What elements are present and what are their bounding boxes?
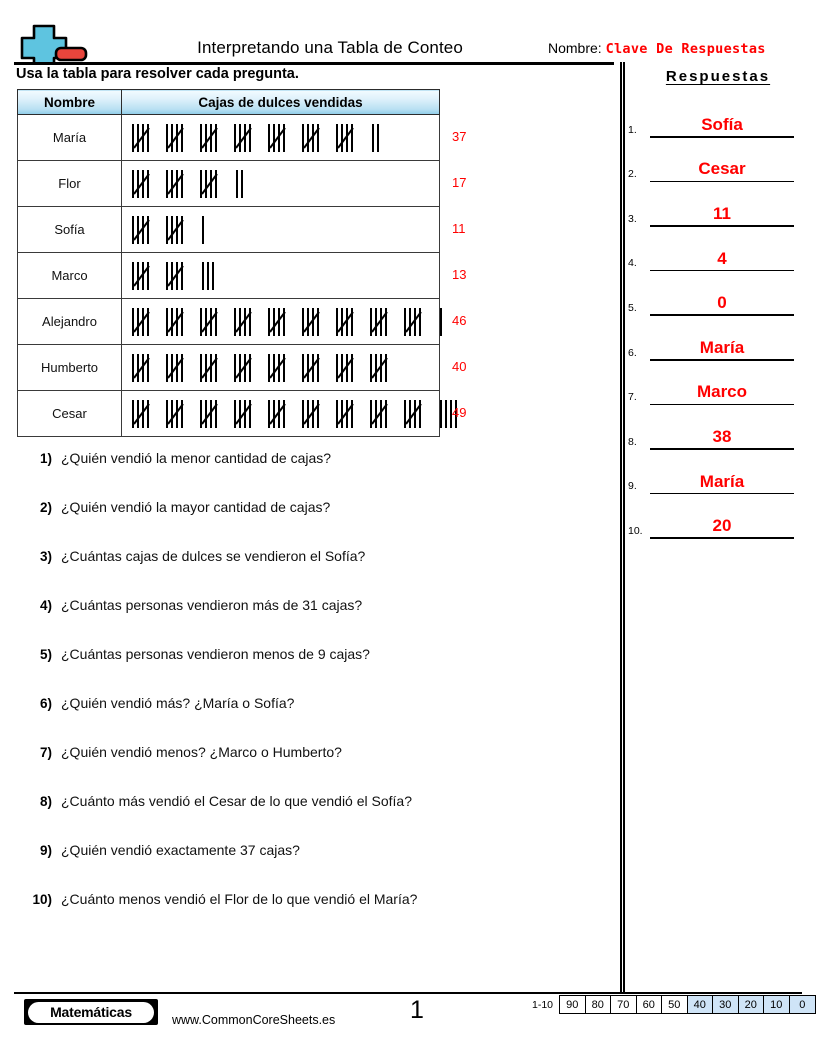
vertical-divider xyxy=(620,62,625,992)
answer-value: Marco xyxy=(696,382,748,402)
tally-marks xyxy=(132,305,438,339)
tally-single-mark xyxy=(236,170,238,198)
tally-singles xyxy=(440,308,445,336)
question-text: ¿Quién vendió la menor cantidad de cajas? xyxy=(61,450,332,466)
answer-number: 7. xyxy=(628,391,637,404)
tally-marks xyxy=(132,259,438,293)
tally-group-of-five xyxy=(166,308,192,336)
tally-single-mark xyxy=(202,262,204,290)
question-text: ¿Cuánto menos vendió el Flor de lo que vendió el María? xyxy=(61,891,418,907)
divider-line-left xyxy=(620,62,622,992)
row-total-value: 17 xyxy=(452,175,467,190)
page-title: Interpretando una Tabla de Conteo xyxy=(197,38,463,57)
answer-number: 1. xyxy=(628,123,637,136)
tally-group-of-five xyxy=(200,354,226,382)
score-scale-cell: 90 xyxy=(560,996,586,1013)
answer-row xyxy=(628,316,808,361)
score-scale-cell: 40 xyxy=(688,996,714,1013)
name-value: Clave De Respuestas xyxy=(605,41,766,57)
cell-tally-marks xyxy=(122,391,440,437)
question-text: ¿Quién vendió exactamente 37 cajas? xyxy=(61,842,300,858)
question-number: 1) xyxy=(39,451,52,466)
tally-group-of-five xyxy=(268,124,294,152)
tally-single-mark xyxy=(241,170,243,198)
answer-value: 38 xyxy=(712,426,732,446)
brand-text: Matemáticas xyxy=(50,1004,132,1020)
answer-number: 10. xyxy=(628,524,643,537)
tally-group-of-five xyxy=(200,400,226,428)
cell-person-name: María xyxy=(18,115,122,161)
tally-group-of-five xyxy=(370,308,396,336)
tally-marks xyxy=(132,121,438,155)
question-number: 5) xyxy=(39,647,52,662)
tally-group-of-five xyxy=(336,354,362,382)
question-number: 10) xyxy=(32,892,52,907)
answer-row xyxy=(628,182,808,227)
tally-group-of-five xyxy=(132,170,158,198)
cell-person-name: Flor xyxy=(18,161,122,207)
tally-group-of-five xyxy=(200,308,226,336)
cell-tally-marks xyxy=(122,161,440,207)
question-item xyxy=(20,597,600,646)
tally-group-of-five xyxy=(132,262,158,290)
tally-group-of-five xyxy=(336,124,362,152)
tally-group-of-five xyxy=(132,124,158,152)
tally-group-of-five xyxy=(370,354,396,382)
score-scale-cell: 70 xyxy=(611,996,637,1013)
tally-group-of-five xyxy=(302,400,328,428)
cell-person-name: Humberto xyxy=(18,345,122,391)
table-row xyxy=(18,299,440,345)
cell-person-name: Alejandro xyxy=(18,299,122,345)
answer-key-title: Respuestas xyxy=(665,68,771,85)
tally-group-of-five xyxy=(268,354,294,382)
table-header-row xyxy=(18,90,440,115)
site-url: www.CommonCoreSheets.es xyxy=(172,1013,336,1027)
header-divider-rule xyxy=(14,62,614,65)
question-number: 3) xyxy=(39,549,52,564)
tally-group-of-five xyxy=(268,400,294,428)
question-item xyxy=(20,744,600,793)
answer-value: 4 xyxy=(717,248,727,268)
tally-group-of-five xyxy=(166,170,192,198)
question-text: ¿Cuántas cajas de dulces se vendieron el Sofía? xyxy=(61,548,366,564)
row-total-value: 13 xyxy=(452,267,467,282)
tally-group-of-five xyxy=(404,308,430,336)
page-header xyxy=(0,0,816,62)
cell-person-name: Cesar xyxy=(18,391,122,437)
question-text: ¿Quién vendió más? ¿María o Sofía? xyxy=(61,695,295,711)
tally-group-of-five xyxy=(302,354,328,382)
table-row xyxy=(18,115,440,161)
tally-group-of-five xyxy=(404,400,430,428)
answer-number: 4. xyxy=(628,257,637,270)
score-scale-cells xyxy=(559,995,816,1014)
answer-value: 0 xyxy=(717,293,727,313)
question-item xyxy=(20,842,600,891)
tally-group-of-five xyxy=(132,308,158,336)
tally-group-of-five xyxy=(336,400,362,428)
table-row xyxy=(18,345,440,391)
tally-marks xyxy=(132,351,438,385)
score-scale-cell: 30 xyxy=(713,996,739,1013)
question-item xyxy=(20,548,600,597)
cell-tally-marks xyxy=(122,115,440,161)
table-row xyxy=(18,207,440,253)
tally-singles xyxy=(202,262,217,290)
column-header-tally: Cajas de dulces vendidas xyxy=(122,90,440,115)
answer-number: 2. xyxy=(628,168,637,181)
tally-group-of-five xyxy=(302,308,328,336)
question-item xyxy=(20,646,600,695)
answer-row xyxy=(628,405,808,450)
cell-tally-marks xyxy=(122,299,440,345)
cell-tally-marks xyxy=(122,253,440,299)
question-text: ¿Quién vendió la mayor cantidad de cajas? xyxy=(61,499,331,515)
tally-single-mark xyxy=(445,400,447,428)
score-scale-cell: 0 xyxy=(790,996,816,1013)
tally-single-mark xyxy=(207,262,209,290)
answer-number: 8. xyxy=(628,435,637,448)
tally-table xyxy=(17,89,440,437)
score-scale-cell: 80 xyxy=(586,996,612,1013)
tally-group-of-five xyxy=(234,308,260,336)
question-number: 7) xyxy=(39,745,52,760)
question-item xyxy=(20,695,600,744)
score-scale-cell: 60 xyxy=(637,996,663,1013)
answer-number: 9. xyxy=(628,480,637,493)
row-total-value: 46 xyxy=(452,313,467,328)
tally-group-of-five xyxy=(234,124,260,152)
score-scale-cell: 20 xyxy=(739,996,765,1013)
answer-value: 20 xyxy=(712,516,732,536)
name-label: Nombre: xyxy=(548,40,602,56)
tally-group-of-five xyxy=(166,400,192,428)
score-scale xyxy=(532,995,816,1014)
tally-group-of-five xyxy=(302,124,328,152)
tally-single-mark xyxy=(440,400,442,428)
answer-value: María xyxy=(699,471,745,491)
question-number: 2) xyxy=(39,500,52,515)
column-header-name: Nombre xyxy=(18,90,122,115)
tally-group-of-five xyxy=(166,124,192,152)
tally-single-mark xyxy=(377,124,379,152)
tally-group-of-five xyxy=(200,170,226,198)
tally-marks xyxy=(132,213,438,247)
question-item xyxy=(20,450,600,499)
table-body xyxy=(18,115,440,437)
tally-marks xyxy=(132,397,438,431)
row-total-value: 49 xyxy=(452,405,467,420)
cell-tally-marks xyxy=(122,207,440,253)
tally-group-of-five xyxy=(166,216,192,244)
tally-group-of-five xyxy=(132,354,158,382)
tally-single-mark xyxy=(440,308,442,336)
answer-row xyxy=(628,271,808,316)
answer-row xyxy=(628,494,808,539)
question-item xyxy=(20,499,600,548)
tally-group-of-five xyxy=(234,400,260,428)
answer-value: 11 xyxy=(713,203,731,223)
tally-single-mark xyxy=(202,216,204,244)
plus-minus-logo-icon xyxy=(18,22,96,64)
instructions-text: Usa la tabla para resolver cada pregunta. xyxy=(16,66,299,82)
tally-single-mark xyxy=(372,124,374,152)
questions-list xyxy=(20,450,600,940)
question-number: 6) xyxy=(39,696,52,711)
row-total-value: 40 xyxy=(452,359,467,374)
question-text: ¿Cuántas personas vendieron menos de 9 cajas? xyxy=(61,646,370,662)
answer-row xyxy=(628,93,808,138)
tally-singles xyxy=(202,216,207,244)
tally-group-of-five xyxy=(166,354,192,382)
answer-row xyxy=(628,450,808,495)
brand-logo xyxy=(24,999,158,1025)
tally-group-of-five xyxy=(336,308,362,336)
tally-group-of-five xyxy=(200,124,226,152)
answer-number: 5. xyxy=(628,301,637,314)
answer-row xyxy=(628,227,808,272)
score-scale-cell: 50 xyxy=(662,996,688,1013)
table-row xyxy=(18,253,440,299)
name-field xyxy=(548,40,766,57)
question-number: 9) xyxy=(39,843,52,858)
score-scale-label: 1-10 xyxy=(532,998,554,1011)
table-row xyxy=(18,161,440,207)
answer-number: 3. xyxy=(628,212,637,225)
answer-rows-group xyxy=(628,93,808,539)
answer-value: Cesar xyxy=(698,159,746,179)
tally-group-of-five xyxy=(268,308,294,336)
tally-single-mark xyxy=(212,262,214,290)
divider-line-right xyxy=(623,62,625,992)
answer-value: Sofía xyxy=(701,114,743,134)
score-scale-cell: 10 xyxy=(764,996,790,1013)
tally-group-of-five xyxy=(132,216,158,244)
answer-number: 6. xyxy=(628,346,637,359)
page-number: 1 xyxy=(410,996,424,1024)
question-text: ¿Quién vendió menos? ¿Marco o Humberto? xyxy=(61,744,342,760)
table-row xyxy=(18,391,440,437)
tally-marks xyxy=(132,167,438,201)
row-total-value: 11 xyxy=(452,221,466,236)
question-number: 4) xyxy=(39,598,52,613)
row-total-value: 37 xyxy=(452,129,467,144)
question-number: 8) xyxy=(39,794,52,809)
answer-row xyxy=(628,361,808,406)
brand-oval xyxy=(28,1002,154,1023)
tally-group-of-five xyxy=(234,354,260,382)
answer-line xyxy=(650,537,794,539)
question-item xyxy=(20,891,600,940)
question-item xyxy=(20,793,600,842)
tally-group-of-five xyxy=(132,400,158,428)
question-text: ¿Cuánto más vendió el Cesar de lo que vendió el Sofía? xyxy=(61,793,412,809)
cell-person-name: Marco xyxy=(18,253,122,299)
cell-tally-marks xyxy=(122,345,440,391)
tally-group-of-five xyxy=(166,262,192,290)
answer-row xyxy=(628,138,808,183)
answer-key-panel xyxy=(628,68,808,539)
cell-person-name: Sofía xyxy=(18,207,122,253)
tally-singles xyxy=(372,124,382,152)
answer-value: María xyxy=(699,337,745,357)
tally-singles xyxy=(236,170,246,198)
tally-group-of-five xyxy=(370,400,396,428)
question-text: ¿Cuántas personas vendieron más de 31 cajas? xyxy=(61,597,363,613)
